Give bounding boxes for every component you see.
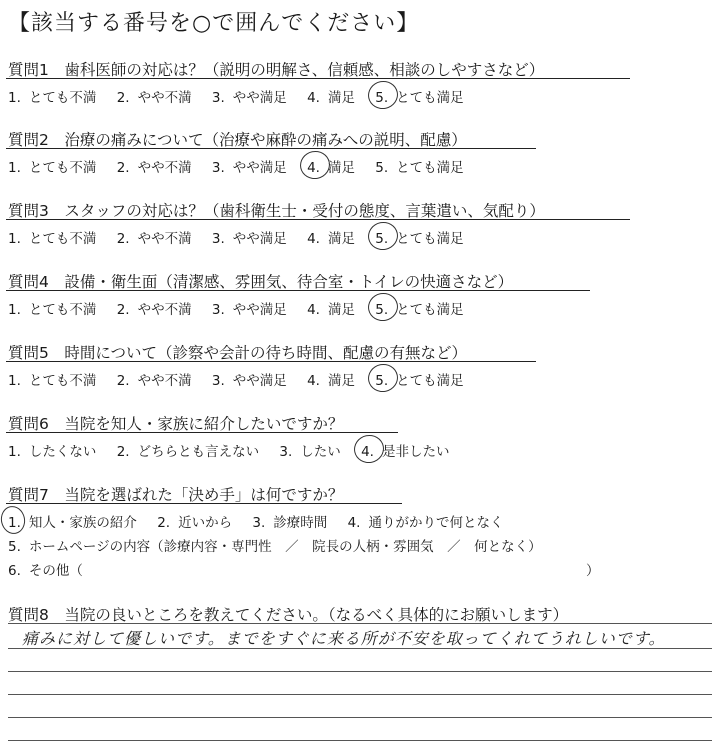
q7-option-6[interactable]: 6. その他（ [8,563,83,579]
q4-option-1[interactable]: 1. とても不満 [8,302,97,318]
question-3-label: 質問3 スタッフの対応は？（歯科衛生士・受付の態度、言葉遣い、気配り） [8,202,545,220]
question-1-options [8,86,480,106]
q4-option-3[interactable]: 3. やや満足 [211,302,287,318]
question-3-options [8,227,480,247]
answer-line [8,623,712,624]
q3-option-4[interactable]: 4. 満足 [307,231,355,247]
q2-option-5[interactable]: 5. とても満足 [375,160,464,176]
q5-option-1[interactable]: 1. とても不満 [8,373,97,389]
q5-option-5[interactable]: 5. とても満足 [375,369,463,389]
question-5-label: 質問5 時間について（診察や会計の待ち時間、配慮の有無など） [8,344,468,362]
selection-circle [0,504,28,536]
question-2-underline [6,148,536,149]
q7-option-5[interactable]: 5. ホームページの内容（診療内容・専門性 ／ 院長の人柄・雰囲気 ／ 何となく） [8,539,542,555]
question-5-options [8,369,480,389]
question-1-label: 質問1 歯科医師の対応は？（説明の明解さ、信頼感、相談のしやすさなど） [8,61,545,79]
q7-option-3[interactable]: 3. 診療時間 [252,515,328,531]
question-6-underline [6,432,398,433]
answer-line [8,671,712,672]
q1-option-1[interactable]: 1. とても不満 [8,90,97,106]
question-1-underline [6,78,630,79]
selection-circle [297,148,332,182]
answer-line [8,694,712,695]
q5-option-2[interactable]: 2. やや不満 [116,373,192,389]
selection-circle [366,78,401,112]
selection-circle [366,361,401,395]
q7-option-1[interactable]: 1. 知人・家族の紹介 [8,511,137,531]
q6-option-3[interactable]: 3. したい [279,444,341,460]
question-7-options-row-3 [8,559,608,579]
selection-circle [366,290,401,324]
question-5-underline [6,361,536,362]
question-7-underline [6,503,402,504]
q2-option-3[interactable]: 3. やや満足 [211,160,287,176]
q6-option-2[interactable]: 2. どちらとも言えない [116,444,260,460]
q5-option-3[interactable]: 3. やや満足 [211,373,287,389]
question-4-options [8,298,480,318]
question-6-label: 質問6 当院を知人・家族に紹介したいですか？ [8,415,344,433]
question-7-options-row-1 [8,511,519,531]
question-7-options-row-2 [8,535,558,555]
question-2-options [8,156,480,176]
q2-option-4[interactable]: 4. 満足 [307,156,355,176]
q6-option-4[interactable]: 4. 是非したい [361,440,449,460]
q2-option-2[interactable]: 2. やや不満 [116,160,192,176]
question-2-label: 質問2 治療の痛みについて（治療や麻酔の痛みへの説明、配慮） [8,131,467,149]
q3-option-2[interactable]: 2. やや不満 [116,231,192,247]
q4-option-2[interactable]: 2. やや不満 [116,302,192,318]
q3-option-1[interactable]: 1. とても不満 [8,231,97,247]
q3-option-3[interactable]: 3. やや満足 [211,231,287,247]
question-3-underline [6,219,630,220]
q5-option-4[interactable]: 4. 満足 [307,373,355,389]
answer-line [8,740,712,741]
answer-line [8,717,712,718]
q4-option-5[interactable]: 5. とても満足 [375,298,463,318]
q3-option-5[interactable]: 5. とても満足 [375,227,463,247]
q7-option-4[interactable]: 4. 通りがかりで何となく [347,515,504,531]
q7-option-2[interactable]: 2. 近いから [157,515,233,531]
handwritten-answer[interactable]: 痛みに対して優しいです。までをすぐに来る所が不安を取ってくれてうれしいです。 [22,629,666,648]
selection-circle [351,432,386,466]
q1-option-5[interactable]: 5. とても満足 [375,86,463,106]
question-4-underline [6,290,590,291]
question-8-label: 質問8 当院の良いところを教えてください。（なるべく具体的にお願いします） [8,606,569,624]
question-7-label: 質問7 当院を選ばれた「決め手」は何ですか？ [8,486,344,504]
page-title: 【該当する番号を○で囲んでください】 [8,11,420,36]
q1-option-2[interactable]: 2. やや不満 [116,90,192,106]
question-6-options [8,440,465,460]
q2-option-1[interactable]: 1. とても不満 [8,160,97,176]
q7-other-close-paren: ） [586,563,600,579]
selection-circle [366,219,401,253]
q1-option-3[interactable]: 3. やや満足 [211,90,287,106]
q1-option-4[interactable]: 4. 満足 [307,90,355,106]
question-4-label: 質問4 設備・衛生面（清潔感、雰囲気、待合室・トイレの快適さなど） [8,273,514,291]
q6-option-1[interactable]: 1. したくない [8,444,97,460]
q4-option-4[interactable]: 4. 満足 [307,302,355,318]
